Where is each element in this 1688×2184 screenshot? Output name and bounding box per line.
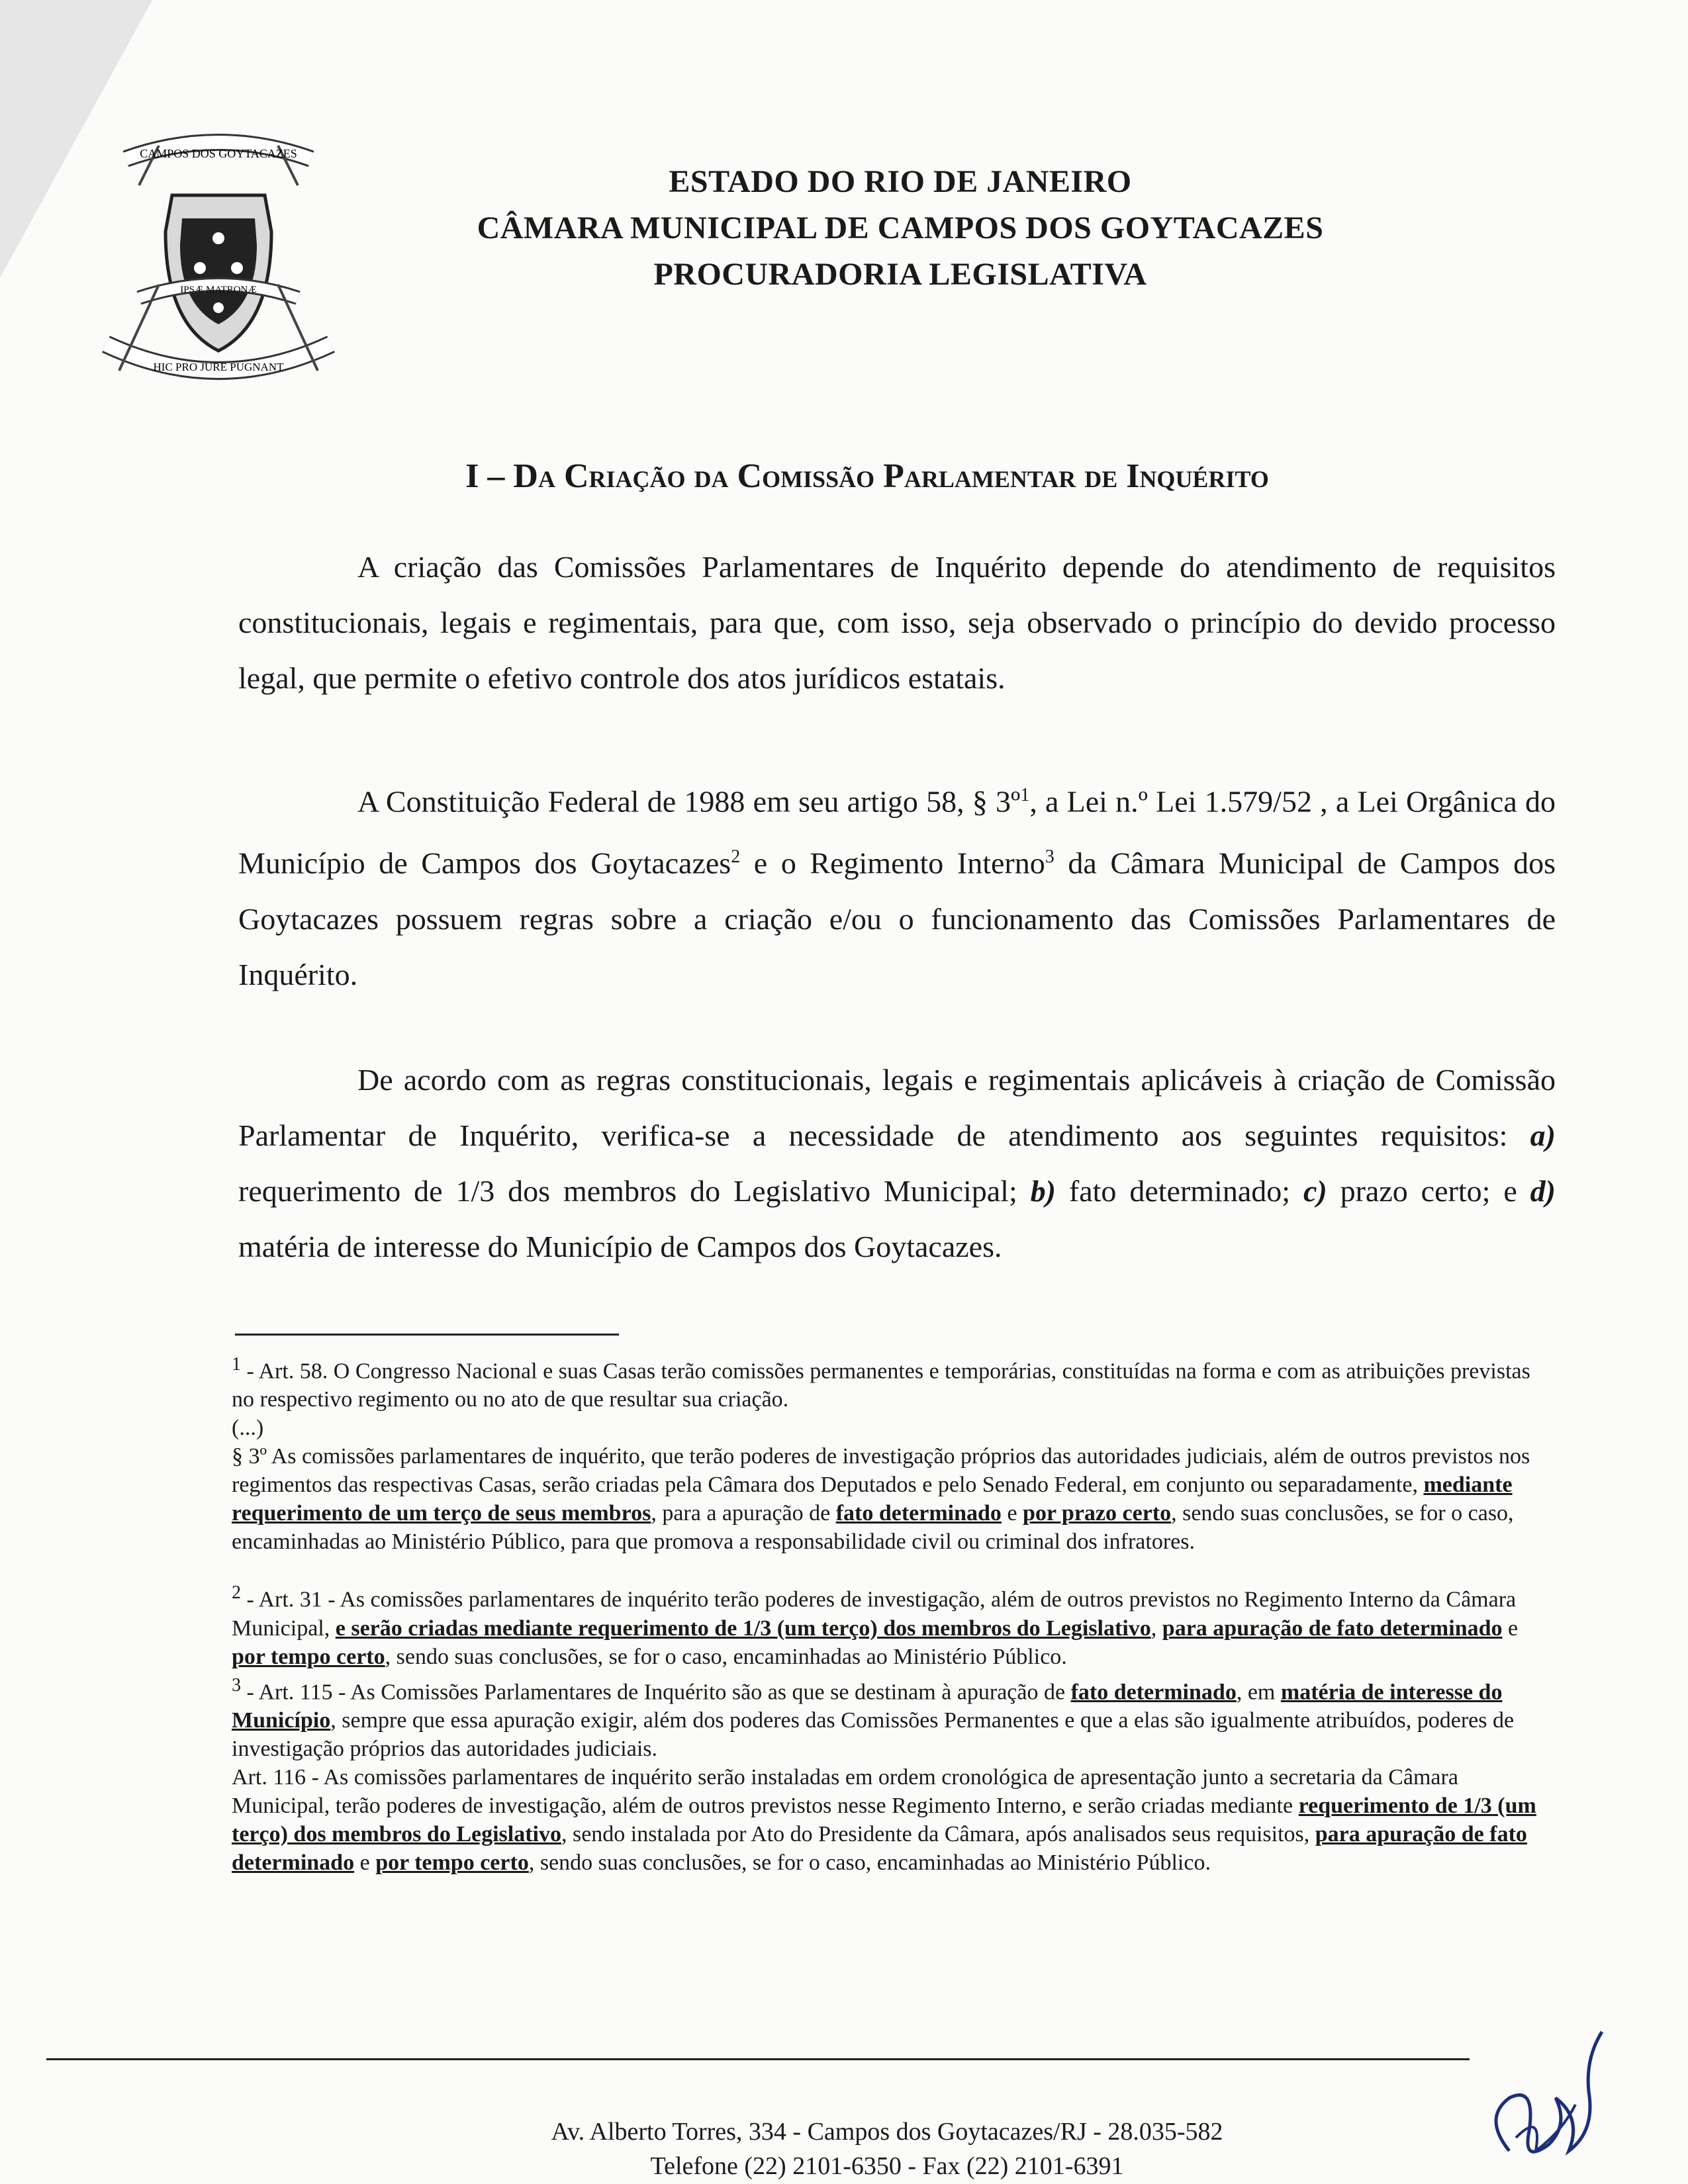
paragraph-2 [238,768,1556,1003]
requirement-c-text: prazo certo; e [1327,1174,1530,1208]
crest-top-banner: CAMPOS DOS GOYTACAZES [140,147,297,160]
header-chamber: CÂMARA MUNICIPAL DE CAMPOS DOS GOYTACAZES [477,210,1324,246]
handwritten-signature [1470,2019,1622,2171]
footnote-1-u1: mediante requerimento de um terço de seus membros [232,1473,1513,1526]
footnote-1 [232,1350,1549,1414]
paragraph-1-text: A criação das Comissões Parlamentares de Inquérito depende do atendimento de requisitos constitucionais, legais e regimentais, para que, com isso, seja observado o princípio do devido processo legal, que permite o efetivo controle dos atos jurídicos estatais. [238,550,1556,695]
footnote-ref-1: 1 [1020,785,1030,805]
footnote-1-mark: 1 [232,1354,241,1375]
footnote-1-s1: § 3º As comissões parlamentares de inquérito, que terão poderes de investigação próprios das autoridades judiciais, além de outros previstos nos regimentos das respectivas Casas, serão criadas pela Câmara dos Deputados e pelo Senado Federal, em conjunto ou separadamente, [232,1444,1530,1498]
footnote-1-u3: por prazo certo [1023,1501,1172,1526]
footnote-2-s1: - Art. 31 - As comissões parlamentares de inquérito terão poderes de investigação, além de outros previstos no Regimento Interno da Câmara Municipal, [232,1587,1517,1641]
footnote-2-s3: e [1502,1615,1519,1641]
paragraph-1 [238,539,1556,706]
footnote-1-u2: fato determinado [835,1501,1002,1526]
footer-phone: Telefone (22) 2101-6350 - Fax (22) 2101-6391 [650,2152,1124,2180]
footnote-3-s3: , sempre que essa apuração exigir, além dos poderes das Comissões Permanentes e que a elas são igualmente atribuídos, poderes de investigação próprios das autoridades judiciais. [232,1707,1515,1761]
municipal-crest-logo [99,132,338,397]
crest-middle-banner: IPSÆ MATRONÆ [180,285,257,295]
footnotes [232,1350,1549,1877]
paragraph-2-part-b: , a Lei n.º Lei 1.579/52 , a Lei Orgânica do Município de Campos dos Goytacazes [238,784,1556,880]
paragraph-3-intro: De acordo com as regras constitucionais, legais e regimentais aplicáveis à criação de Comissão Parlamentar de Inquérito, verifica-se a necessidade de atendimento aos seguintes requisitos: [238,1063,1556,1152]
footnote-2-s2: , [1150,1615,1162,1641]
requirement-d-label: d) [1530,1174,1556,1208]
section-title: I – Da Criação da Comissão Parlamentar de Inquérito [465,457,1269,495]
footnote-3-u2: matéria de interesse do Município [232,1679,1503,1733]
requirement-b-text: fato determinado; [1056,1174,1303,1208]
footnote-2-u1: e serão criadas mediante requerimento de 1/3 (um terço) dos membros do Legislativo [335,1615,1151,1641]
footnote-ref-2: 2 [731,846,741,868]
art116-u3: por tempo certo [375,1850,529,1875]
footnote-2-mark: 2 [232,1582,241,1604]
footnote-2-u3: por tempo certo [232,1644,385,1669]
paragraph-2-part-d: da Câmara Municipal de Campos dos Goytacazes possuem regras sobre a criação e/ou o funcionamento das Comissões Parlamentares de Inquérito. [238,846,1556,991]
art116-s2: , sendo instalada por Ato do Presidente da Câmara, após analisados seus requisitos, [561,1821,1315,1846]
requirement-a-text: requerimento de 1/3 dos membros do Legislativo Municipal; [238,1174,1031,1208]
document-header [371,159,1430,298]
requirement-c-label: c) [1303,1174,1327,1208]
page-footer [371,2115,1403,2183]
art116-u1: requerimento de 1/3 (um terço) dos membros do Legislativo [232,1793,1536,1846]
art116-u2: para apuração de fato determinado [232,1821,1527,1875]
paragraph-3 [238,1052,1556,1275]
footnote-3-s1: - Art. 115 - As Comissões Parlamentares de Inquérito são as que se destinam à apuração de [241,1679,1071,1704]
footnote-3-art116 [232,1763,1549,1877]
footnote-1-s2: , para a apuração de [651,1501,836,1526]
footer-address: Av. Alberto Torres, 334 - Campos dos Goytacazes/RJ - 28.035-582 [551,2118,1223,2146]
footnote-3-u1: fato determinado [1070,1679,1237,1704]
footnote-1-ellipsis: (...) [232,1416,264,1441]
crest-bottom-banner: HIC PRO JURE PUGNANT [153,361,284,373]
footnote-1-paragraph-3 [232,1442,1549,1556]
requirement-a-label: a) [1530,1118,1556,1152]
footnote-1-art58: - Art. 58. O Congresso Nacional e suas Casas terão comissões permanentes e temporárias, constituídas na forma e com as atribuições previstas no respectivo regimento ou no ato de que resultar sua criação. [232,1359,1530,1412]
header-state: ESTADO DO RIO DE JANEIRO [669,164,1132,199]
art116-s1: Art. 116 - As comissões parlamentares de inquérito serão instaladas em ordem cronológica de apresentação junto a secretaria da Câmara Municipal, terão poderes de investigação, além de outros previstos nesse Regimento Interno, e serão criadas mediante [232,1764,1458,1818]
footnote-2 [232,1578,1549,1670]
footnote-2-u2: para apuração de fato determinado [1162,1615,1503,1641]
footer-divider [46,2058,1470,2060]
footnote-1-s3: e [1001,1501,1023,1526]
footnote-3 [232,1671,1549,1763]
footnote-2-s4: , sendo suas conclusões, se for o caso, encaminhadas ao Ministério Público. [385,1644,1067,1669]
requirement-d-text: matéria de interesse do Município de Campos dos Goytacazes. [238,1230,1002,1263]
header-department: PROCURADORIA LEGISLATIVA [653,257,1147,292]
requirement-b-label: b) [1030,1174,1056,1208]
art116-s4: , sendo suas conclusões, se for o caso, encaminhadas ao Ministério Público. [528,1850,1211,1875]
art116-s3: e [354,1850,376,1875]
footnote-divider [235,1334,619,1336]
footnote-3-s2: , em [1236,1679,1281,1704]
paragraph-2-part-c: e o Regimento Interno [740,846,1045,880]
footnote-ref-3: 3 [1045,846,1055,868]
footnote-1-s4: , sendo suas conclusões, se for o caso, encaminhadas ao Ministério Público, para que promova a responsabilidade civil ou criminal dos infratores. [232,1501,1514,1555]
paragraph-2-part-a: A Constituição Federal de 1988 em seu artigo 58, § 3º [357,784,1021,819]
footnote-3-mark: 3 [232,1674,241,1696]
